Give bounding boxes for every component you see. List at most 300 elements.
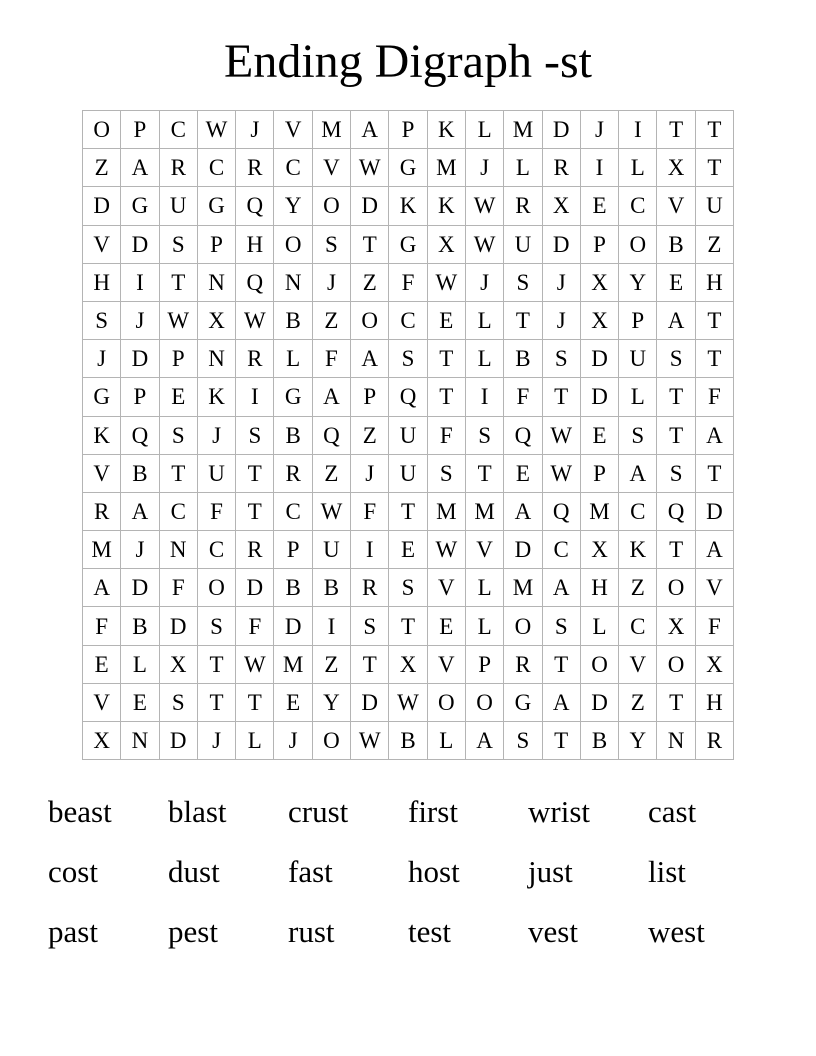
grid-cell: K	[389, 187, 427, 225]
grid-cell: S	[657, 340, 695, 378]
grid-cell: M	[504, 569, 542, 607]
grid-cell: C	[159, 111, 197, 149]
grid-cell: P	[389, 111, 427, 149]
grid-cell: U	[312, 531, 350, 569]
grid-cell: O	[83, 111, 121, 149]
grid-cell: T	[427, 340, 465, 378]
grid-cell: L	[580, 607, 618, 645]
grid-cell: Z	[619, 569, 657, 607]
grid-cell: D	[121, 340, 159, 378]
grid-cell: N	[159, 531, 197, 569]
grid-row	[83, 340, 734, 378]
grid-cell: A	[83, 569, 121, 607]
word-bank-item: blast	[168, 794, 227, 829]
grid-cell: F	[197, 492, 235, 530]
grid-cell: T	[542, 722, 580, 760]
grid-cell: D	[121, 225, 159, 263]
grid-cell: X	[427, 225, 465, 263]
grid-cell: T	[389, 492, 427, 530]
grid-cell: O	[580, 645, 618, 683]
grid-cell: U	[159, 187, 197, 225]
grid-cell: H	[695, 263, 733, 301]
grid-cell: D	[351, 683, 389, 721]
grid-cell: U	[695, 187, 733, 225]
grid-cell: A	[504, 492, 542, 530]
word-bank-item: beast	[48, 794, 112, 829]
grid-cell: S	[236, 416, 274, 454]
grid-cell: T	[427, 378, 465, 416]
grid-cell: T	[197, 683, 235, 721]
grid-cell: F	[83, 607, 121, 645]
grid-cell: E	[427, 301, 465, 339]
word-bank-item: first	[408, 794, 458, 829]
word-bank-item: dust	[168, 854, 220, 889]
grid-cell: I	[312, 607, 350, 645]
grid-cell: R	[274, 454, 312, 492]
grid-cell: L	[465, 111, 503, 149]
grid-cell: K	[619, 531, 657, 569]
grid-cell: Z	[351, 416, 389, 454]
grid-cell: E	[580, 187, 618, 225]
grid-cell: W	[312, 492, 350, 530]
grid-cell: J	[236, 111, 274, 149]
grid-cell: Y	[274, 187, 312, 225]
grid-cell: V	[619, 645, 657, 683]
grid-cell: W	[465, 225, 503, 263]
grid-cell: G	[389, 149, 427, 187]
word-bank-row	[48, 782, 768, 842]
grid-cell: T	[542, 645, 580, 683]
grid-cell: L	[504, 149, 542, 187]
grid-cell: F	[695, 607, 733, 645]
grid-cell: T	[657, 416, 695, 454]
grid-cell: O	[465, 683, 503, 721]
grid-cell: I	[351, 531, 389, 569]
grid-cell: R	[542, 149, 580, 187]
grid-cell: A	[657, 301, 695, 339]
grid-cell: A	[351, 111, 389, 149]
grid-cell: K	[427, 111, 465, 149]
grid-cell: M	[83, 531, 121, 569]
grid-cell: H	[236, 225, 274, 263]
grid-cell: P	[580, 225, 618, 263]
grid-cell: L	[619, 378, 657, 416]
grid-cell: L	[236, 722, 274, 760]
grid-cell: F	[427, 416, 465, 454]
grid-cell: T	[197, 645, 235, 683]
grid-cell: E	[389, 531, 427, 569]
grid-cell: T	[695, 454, 733, 492]
grid-cell: V	[312, 149, 350, 187]
grid-cell: V	[274, 111, 312, 149]
word-bank-item: just	[528, 854, 573, 889]
grid-cell: S	[657, 454, 695, 492]
grid-cell: A	[312, 378, 350, 416]
grid-cell: V	[427, 569, 465, 607]
grid-cell: T	[504, 301, 542, 339]
grid-cell: Z	[695, 225, 733, 263]
grid-cell: F	[389, 263, 427, 301]
grid-cell: V	[427, 645, 465, 683]
grid-cell: O	[274, 225, 312, 263]
grid-row	[83, 531, 734, 569]
page-title: Ending Digraph -st	[224, 35, 592, 88]
grid-cell: B	[504, 340, 542, 378]
word-bank-item: vest	[528, 914, 578, 949]
grid-cell: S	[619, 416, 657, 454]
grid-cell: G	[274, 378, 312, 416]
grid-cell: T	[159, 454, 197, 492]
grid-cell: J	[121, 301, 159, 339]
grid-cell: J	[312, 263, 350, 301]
grid-cell: A	[351, 340, 389, 378]
grid-cell: T	[695, 301, 733, 339]
grid-cell: W	[236, 301, 274, 339]
grid-cell: W	[351, 722, 389, 760]
grid-cell: Q	[542, 492, 580, 530]
grid-row	[83, 111, 734, 149]
grid-cell: P	[121, 378, 159, 416]
grid-cell: J	[197, 416, 235, 454]
grid-cell: W	[159, 301, 197, 339]
grid-row	[83, 416, 734, 454]
grid-cell: M	[274, 645, 312, 683]
grid-cell: S	[197, 607, 235, 645]
grid-cell: H	[695, 683, 733, 721]
grid-cell: X	[83, 722, 121, 760]
grid-cell: K	[197, 378, 235, 416]
grid-cell: S	[427, 454, 465, 492]
grid-cell: J	[121, 531, 159, 569]
grid-row	[83, 187, 734, 225]
grid-cell: O	[657, 569, 695, 607]
grid-cell: Z	[619, 683, 657, 721]
grid-cell: D	[236, 569, 274, 607]
grid-cell: J	[197, 722, 235, 760]
grid-cell: S	[504, 722, 542, 760]
grid-cell: D	[542, 225, 580, 263]
grid-cell: Z	[312, 454, 350, 492]
word-bank-item: cast	[648, 794, 697, 829]
grid-cell: M	[312, 111, 350, 149]
grid-cell: M	[465, 492, 503, 530]
grid-cell: N	[274, 263, 312, 301]
grid-cell: P	[274, 531, 312, 569]
grid-cell: D	[580, 340, 618, 378]
grid-cell: P	[121, 111, 159, 149]
grid-cell: C	[274, 149, 312, 187]
grid-cell: J	[465, 263, 503, 301]
grid-cell: L	[121, 645, 159, 683]
grid-cell: Q	[389, 378, 427, 416]
grid-cell: A	[619, 454, 657, 492]
grid-cell: A	[542, 683, 580, 721]
grid-cell: N	[657, 722, 695, 760]
grid-cell: X	[197, 301, 235, 339]
grid-cell: Q	[236, 263, 274, 301]
grid-cell: R	[159, 149, 197, 187]
grid-cell: X	[657, 607, 695, 645]
grid-cell: W	[465, 187, 503, 225]
word-bank-item: fast	[288, 854, 333, 889]
grid-cell: U	[504, 225, 542, 263]
grid-cell: Q	[236, 187, 274, 225]
grid-cell: M	[427, 492, 465, 530]
grid-cell: W	[427, 263, 465, 301]
grid-cell: N	[121, 722, 159, 760]
grid-cell: J	[83, 340, 121, 378]
grid-cell: F	[504, 378, 542, 416]
grid-cell: T	[657, 531, 695, 569]
grid-cell: X	[580, 301, 618, 339]
grid-row	[83, 225, 734, 263]
grid-cell: K	[83, 416, 121, 454]
grid-cell: E	[427, 607, 465, 645]
grid-cell: B	[274, 569, 312, 607]
grid-cell: T	[657, 378, 695, 416]
grid-cell: S	[542, 340, 580, 378]
grid-cell: J	[580, 111, 618, 149]
grid-cell: X	[695, 645, 733, 683]
grid-cell: A	[121, 149, 159, 187]
grid-cell: N	[197, 340, 235, 378]
word-search-grid	[82, 110, 734, 760]
grid-cell: M	[580, 492, 618, 530]
word-bank-item: past	[48, 914, 98, 949]
grid-cell: I	[465, 378, 503, 416]
grid-cell: I	[580, 149, 618, 187]
grid-cell: S	[465, 416, 503, 454]
grid-cell: D	[580, 683, 618, 721]
grid-cell: B	[580, 722, 618, 760]
grid-cell: D	[83, 187, 121, 225]
grid-cell: L	[619, 149, 657, 187]
grid-cell: O	[619, 225, 657, 263]
grid-cell: G	[83, 378, 121, 416]
grid-cell: B	[312, 569, 350, 607]
grid-cell: X	[389, 645, 427, 683]
grid-cell: X	[159, 645, 197, 683]
grid-cell: X	[580, 263, 618, 301]
grid-cell: D	[695, 492, 733, 530]
grid-cell: W	[351, 149, 389, 187]
grid-cell: Z	[351, 263, 389, 301]
grid-cell: T	[351, 645, 389, 683]
grid-cell: L	[427, 722, 465, 760]
grid-row	[83, 722, 734, 760]
grid-cell: C	[274, 492, 312, 530]
grid-cell: D	[274, 607, 312, 645]
grid-cell: I	[121, 263, 159, 301]
word-bank-row	[48, 902, 768, 962]
word-bank-item: host	[408, 854, 460, 889]
grid-cell: F	[236, 607, 274, 645]
grid-row	[83, 301, 734, 339]
grid-cell: P	[351, 378, 389, 416]
grid-cell: L	[465, 569, 503, 607]
grid-row	[83, 569, 734, 607]
grid-cell: D	[121, 569, 159, 607]
grid-cell: T	[351, 225, 389, 263]
grid-cell: A	[121, 492, 159, 530]
grid-cell: T	[657, 111, 695, 149]
grid-cell: C	[619, 607, 657, 645]
grid-cell: O	[657, 645, 695, 683]
grid-cell: M	[504, 111, 542, 149]
grid-cell: S	[312, 225, 350, 263]
grid-cell: V	[695, 569, 733, 607]
grid-cell: S	[389, 340, 427, 378]
word-bank-item: cost	[48, 854, 98, 889]
grid-cell: L	[274, 340, 312, 378]
grid-cell: G	[389, 225, 427, 263]
grid-cell: T	[542, 378, 580, 416]
grid-cell: S	[83, 301, 121, 339]
grid-cell: W	[542, 416, 580, 454]
grid-cell: Z	[312, 301, 350, 339]
word-bank-item: list	[648, 854, 686, 889]
grid-cell: F	[159, 569, 197, 607]
grid-cell: E	[274, 683, 312, 721]
grid-cell: S	[542, 607, 580, 645]
grid-cell: D	[351, 187, 389, 225]
word-bank-item: pest	[168, 914, 218, 949]
grid-cell: C	[197, 531, 235, 569]
grid-cell: T	[657, 683, 695, 721]
grid-row	[83, 149, 734, 187]
grid-row	[83, 378, 734, 416]
grid-cell: E	[580, 416, 618, 454]
grid-cell: P	[159, 340, 197, 378]
grid-cell: I	[619, 111, 657, 149]
grid-cell: R	[504, 645, 542, 683]
grid-cell: S	[159, 225, 197, 263]
grid-cell: D	[159, 607, 197, 645]
grid-cell: Z	[83, 149, 121, 187]
grid-cell: E	[121, 683, 159, 721]
grid-cell: P	[580, 454, 618, 492]
word-bank-row	[48, 842, 768, 902]
grid-cell: B	[274, 416, 312, 454]
grid-cell: B	[274, 301, 312, 339]
grid-cell: A	[695, 531, 733, 569]
grid-cell: P	[465, 645, 503, 683]
grid-cell: R	[83, 492, 121, 530]
grid-cell: X	[580, 531, 618, 569]
grid-cell: X	[542, 187, 580, 225]
grid-cell: J	[542, 263, 580, 301]
grid-cell: E	[504, 454, 542, 492]
grid-cell: S	[159, 416, 197, 454]
grid-cell: F	[695, 378, 733, 416]
word-bank	[48, 782, 768, 962]
grid-cell: C	[159, 492, 197, 530]
grid-cell: D	[580, 378, 618, 416]
grid-row	[83, 607, 734, 645]
grid-cell: P	[197, 225, 235, 263]
grid-cell: Z	[312, 645, 350, 683]
grid-cell: P	[619, 301, 657, 339]
grid-cell: V	[465, 531, 503, 569]
grid-cell: M	[427, 149, 465, 187]
grid-row	[83, 645, 734, 683]
grid-cell: B	[121, 454, 159, 492]
grid-row	[83, 492, 734, 530]
grid-cell: Q	[657, 492, 695, 530]
word-bank-item: west	[648, 914, 705, 949]
grid-cell: T	[695, 340, 733, 378]
grid-cell: T	[695, 111, 733, 149]
grid-cell: Q	[312, 416, 350, 454]
grid-cell: Y	[312, 683, 350, 721]
grid-cell: T	[389, 607, 427, 645]
grid-row	[83, 263, 734, 301]
grid-cell: E	[83, 645, 121, 683]
grid-cell: G	[504, 683, 542, 721]
grid-cell: J	[274, 722, 312, 760]
grid-cell: A	[465, 722, 503, 760]
grid-cell: L	[465, 301, 503, 339]
grid-cell: V	[83, 225, 121, 263]
grid-cell: O	[312, 187, 350, 225]
grid-cell: V	[657, 187, 695, 225]
grid-cell: T	[159, 263, 197, 301]
grid-cell: C	[197, 149, 235, 187]
grid-row	[83, 454, 734, 492]
grid-cell: C	[542, 531, 580, 569]
grid-cell: A	[542, 569, 580, 607]
grid-cell: I	[236, 378, 274, 416]
grid-cell: O	[504, 607, 542, 645]
word-bank-item: rust	[288, 914, 335, 949]
grid-cell: R	[695, 722, 733, 760]
grid-cell: W	[236, 645, 274, 683]
grid-cell: J	[465, 149, 503, 187]
grid-cell: O	[197, 569, 235, 607]
grid-cell: G	[121, 187, 159, 225]
grid-cell: F	[312, 340, 350, 378]
grid-cell: H	[83, 263, 121, 301]
grid-cell: K	[427, 187, 465, 225]
grid-cell: D	[542, 111, 580, 149]
word-bank-item: crust	[288, 794, 349, 829]
grid-cell: C	[389, 301, 427, 339]
grid-cell: U	[389, 454, 427, 492]
grid-cell: J	[351, 454, 389, 492]
grid-cell: W	[197, 111, 235, 149]
grid-cell: T	[236, 683, 274, 721]
grid-cell: D	[504, 531, 542, 569]
grid-cell: X	[657, 149, 695, 187]
grid-cell: T	[236, 492, 274, 530]
grid-cell: Y	[619, 263, 657, 301]
grid-cell: O	[427, 683, 465, 721]
grid-cell: R	[351, 569, 389, 607]
word-bank-item: wrist	[528, 794, 590, 829]
grid-cell: B	[121, 607, 159, 645]
grid-cell: O	[351, 301, 389, 339]
grid-cell: E	[159, 378, 197, 416]
grid-cell: F	[351, 492, 389, 530]
grid-cell: N	[197, 263, 235, 301]
grid-cell: B	[657, 225, 695, 263]
grid-cell: W	[389, 683, 427, 721]
grid-cell: V	[83, 454, 121, 492]
word-bank-item: test	[408, 914, 452, 949]
grid-cell: R	[504, 187, 542, 225]
grid-cell: U	[197, 454, 235, 492]
grid-cell: A	[695, 416, 733, 454]
